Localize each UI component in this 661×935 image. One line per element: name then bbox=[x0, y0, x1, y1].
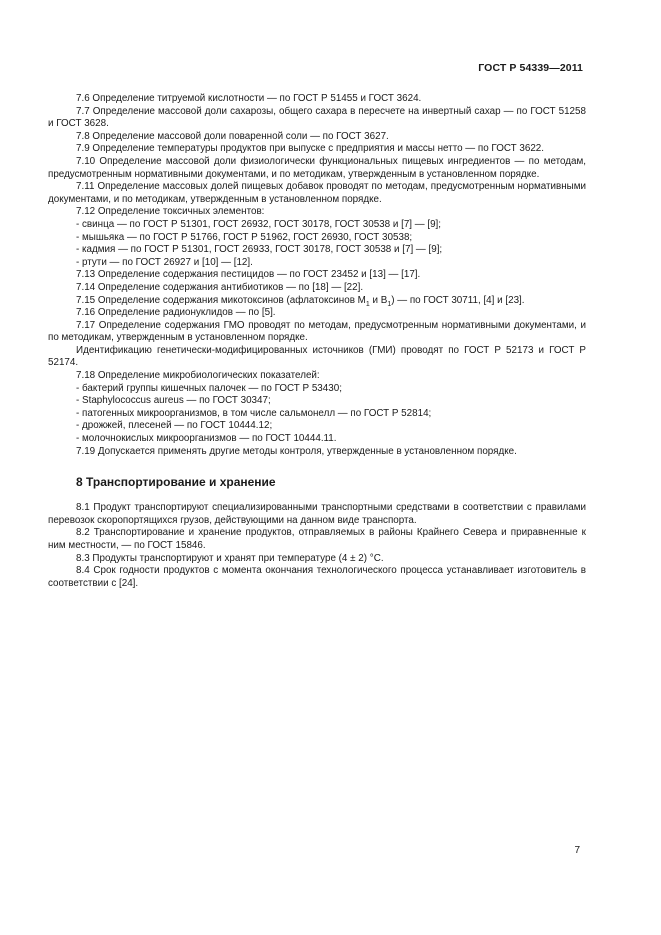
p7-15-part-a: 7.15 Определение содержания микотоксинов (афлатоксинов М bbox=[76, 294, 366, 306]
paragraph-7-13: 7.13 Определение содержания пестицидов — по ГОСТ 23452 и [13] — [17]. bbox=[76, 269, 421, 281]
list-item-staphylococcus: - Staphylococcus aureus — по ГОСТ 30347; bbox=[76, 395, 271, 407]
p7-15-subscript-2: 1 bbox=[387, 300, 392, 308]
paragraph-8-3: 8.3 Продукты транспортируют и хранят при температуре (4 ± 2) °С. bbox=[76, 552, 384, 564]
paragraph-7-7: 7.7 Определение массовой доли сахарозы, общего сахара в пересчете на инвертный сахар — по ГОСТ 51258 и ГОСТ 3628. bbox=[48, 105, 586, 130]
paragraph-8-1: 8.1 Продукт транспортируют специализированными транспортными средствами в соответствии с правилами перевозок скоропортящихся грузов, действующими на данном виде транспорта. bbox=[48, 502, 586, 526]
p7-15-part-c: ) — по ГОСТ 30711, [4] и [23]. bbox=[391, 294, 525, 306]
page-number: 7 bbox=[574, 845, 580, 856]
list-item-mercury: - ртути — по ГОСТ 26927 и [10] — [12]. bbox=[76, 256, 253, 268]
paragraph-7-12: 7.12 Определение токсичных элементов: bbox=[76, 206, 265, 218]
paragraph-7-6: 7.6 Определение титруемой кислотности — по ГОСТ Р 51455 и ГОСТ 3624. bbox=[76, 93, 422, 104]
paragraph-7-11: 7.11 Определение массовых долей пищевых добавок проводят по методам, предусмотренным нормативными документами, и по методикам, утвержденным в установленном порядке. bbox=[48, 181, 586, 205]
paragraph-7-8: 7.8 Определение массовой доли поваренной соли — по ГОСТ 3627. bbox=[76, 130, 389, 142]
paragraph-7-17-gmi: Идентификацию генетически-модифицированных источников (ГМИ) проводят по ГОСТ Р 52173 и ГОСТ Р 52174. bbox=[48, 344, 586, 369]
paragraph-8-4: 8.4 Срок годности продуктов с момента окончания технологического процесса устанавливает изготовитель в соответствии с [24]. bbox=[48, 565, 586, 589]
paragraph-7-15 bbox=[48, 295, 586, 308]
list-item-coliform: - бактерий группы кишечных палочек — по ГОСТ Р 53430; bbox=[76, 382, 342, 394]
paragraph-7-10: 7.10 Определение массовой доли физиологически функциональных пищевых ингредиентов — по методам, предусмотренным нормативными документами, и по методикам, утвержденным в установленном порядке. bbox=[48, 155, 586, 180]
paragraph-7-18: 7.18 Определение микробиологических показателей: bbox=[76, 370, 320, 382]
list-item-pathogens: - патогенных микроорганизмов, в том числе сальмонелл — по ГОСТ Р 52814; bbox=[76, 407, 432, 419]
document-body bbox=[48, 93, 586, 590]
paragraph-7-19: 7.19 Допускается применять другие методы контроля, утвержденные в установленном порядке. bbox=[76, 445, 517, 457]
list-item-yeast-mold: - дрожжей, плесеней — по ГОСТ 10444.12; bbox=[76, 420, 273, 432]
paragraph-7-9: 7.9 Определение температуры продуктов при выпуске с предприятия и массы нетто — по ГОСТ 3622. bbox=[76, 143, 545, 155]
list-item-lead: - свинца — по ГОСТ Р 51301, ГОСТ 26932, ГОСТ 30178, ГОСТ 30538 и [7] — [9]; bbox=[76, 218, 442, 230]
list-item-cadmium: - кадмия — по ГОСТ Р 51301, ГОСТ 26933, ГОСТ 30178, ГОСТ 30538 и [7] — [9]; bbox=[76, 244, 443, 256]
document-code: ГОСТ Р 54339—2011 bbox=[478, 62, 583, 74]
paragraph-7-17: 7.17 Определение содержания ГМО проводят по методам, предусмотренным нормативными документами, и по методикам, утвержденным в установленном порядке. bbox=[48, 319, 586, 344]
paragraph-8-2: 8.2 Транспортирование и хранение продуктов, отправляемых в районы Крайнего Севера и приравненные к ним местности, — по ГОСТ 15846. bbox=[48, 527, 586, 551]
list-item-arsenic: - мышьяка — по ГОСТ Р 51766, ГОСТ Р 51962, ГОСТ 26930, ГОСТ 30538; bbox=[76, 231, 413, 243]
paragraph-7-14: 7.14 Определение содержания антибиотиков — по [18] — [22]. bbox=[76, 281, 364, 293]
p7-15-part-b: и В bbox=[369, 294, 388, 306]
p7-15-subscript-1: 1 bbox=[365, 300, 370, 308]
paragraph-7-16: 7.16 Определение радионуклидов — по [5]. bbox=[76, 307, 276, 319]
section-8-heading: 8 Транспортирование и хранение bbox=[76, 475, 276, 490]
list-item-lactic: - молочнокислых микроорганизмов — по ГОСТ 10444.11. bbox=[76, 433, 337, 445]
